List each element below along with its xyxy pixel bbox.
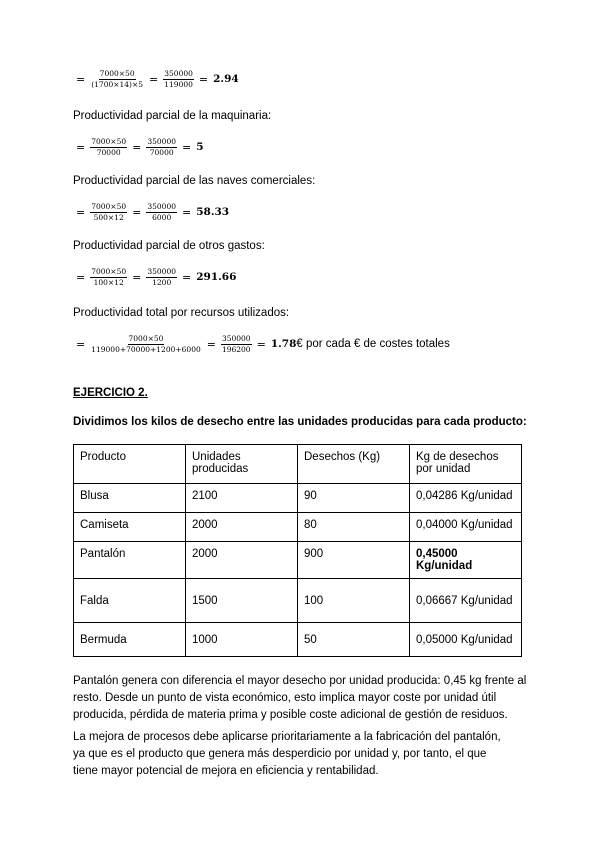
fraction-denominator: 119000 bbox=[164, 79, 193, 89]
formula-result: 1.78 bbox=[270, 338, 297, 351]
fraction-numerator: 350000 bbox=[147, 267, 176, 276]
conclusion-paragraph-2 bbox=[73, 729, 543, 780]
formula-result: 291.66 bbox=[196, 271, 237, 284]
table-row bbox=[74, 484, 522, 513]
fraction-numerator: 7000×50 bbox=[91, 267, 127, 276]
conclusion-paragraph-1 bbox=[73, 673, 543, 724]
formula-otros-gastos: = $\frac{7000\times 50}{100\times 12}$ = $\frac{350000}{1200}$ = 291.66 bbox=[76, 267, 237, 287]
label-maquinaria: Productividad parcial de la maquinaria: bbox=[73, 110, 272, 122]
waste-table bbox=[73, 444, 522, 657]
paragraph-line: La mejora de procesos debe aplicarse prioritariamente a la fabricación del pantalón, bbox=[73, 731, 501, 743]
table-header-cell: Producto bbox=[74, 445, 186, 484]
table-cell: 1500 bbox=[186, 579, 298, 623]
paragraph-line: resto. Desde un punto de vista económico, esto implica mayor coste por unidad útil bbox=[73, 692, 497, 704]
table-cell: Pantalón bbox=[74, 542, 186, 579]
table-header-row bbox=[74, 445, 522, 484]
fraction-numerator: 350000 bbox=[221, 334, 251, 343]
table-cell: 2000 bbox=[186, 513, 298, 542]
fraction-denominator: 119000+70000+1200+6000 bbox=[91, 344, 201, 354]
fraction-denominator: 70000 bbox=[96, 147, 121, 157]
table-cell: 2000 bbox=[186, 542, 298, 579]
fraction-numerator: 7000×50 bbox=[99, 69, 135, 78]
table-cell: 80 bbox=[298, 513, 410, 542]
table-cell: 50 bbox=[298, 623, 410, 657]
fraction-denominator: 70000 bbox=[149, 147, 174, 157]
formula-productividad-total: = $\frac{7000\times 50}{119000+70000+1200+6000}$ = $\frac{350000}{196200}$ = 1.78 € por cada € de costes totales bbox=[76, 334, 450, 354]
table-header-cell: Desechos (Kg) bbox=[298, 445, 410, 484]
table-cell: 900 bbox=[298, 542, 410, 579]
table-cell: 0,04000 Kg/unidad bbox=[410, 513, 522, 542]
fraction-denominator: 6000 bbox=[152, 212, 172, 222]
label-otros-gastos: Productividad parcial de otros gastos: bbox=[73, 240, 265, 252]
fraction-numerator: 350000 bbox=[164, 69, 193, 78]
formula-naves: = $\frac{7000\times 50}{500\times 12}$ = $\frac{350000}{6000}$ = 58.33 bbox=[76, 202, 230, 222]
paragraph-line: Pantalón genera con diferencia el mayor desecho por unidad producida: 0,45 kg frente al bbox=[73, 675, 527, 687]
fraction-numerator: 350000 bbox=[147, 137, 176, 146]
fraction-numerator: 350000 bbox=[147, 202, 176, 211]
fraction-denominator: (1700×14)×5 bbox=[91, 79, 144, 89]
table-cell: 0,45000 Kg/unidad bbox=[410, 542, 522, 579]
fraction-numerator: 7000×50 bbox=[91, 202, 127, 211]
table-cell: Blusa bbox=[74, 484, 186, 513]
formula-result: 5 bbox=[196, 141, 204, 154]
table-cell: 1000 bbox=[186, 623, 298, 657]
table-header-cell: Kg de desechos por unidad bbox=[410, 445, 522, 484]
table-cell: 2100 bbox=[186, 484, 298, 513]
fraction-numerator: 7000×50 bbox=[91, 137, 127, 146]
table-header-cell: Unidades producidas bbox=[186, 445, 298, 484]
paragraph-line: ya que es el producto que genera más desperdicio por unidad y, por tanto, el que bbox=[73, 748, 487, 760]
table-row bbox=[74, 623, 522, 657]
table-row bbox=[74, 579, 522, 623]
fraction-denominator: 1200 bbox=[152, 277, 172, 287]
fraction-denominator: 100×12 bbox=[93, 277, 124, 287]
table-cell: 0,06667 Kg/unidad bbox=[410, 579, 522, 623]
paragraph-line: producida, pérdida de materia prima y posible coste adicional de gestión de residuos. bbox=[73, 709, 508, 721]
table-cell: Bermuda bbox=[74, 623, 186, 657]
fraction-denominator: 196200 bbox=[221, 344, 251, 354]
formula-suffix: € por cada € de costes totales bbox=[296, 338, 450, 351]
table-cell: 0,04286 Kg/unidad bbox=[410, 484, 522, 513]
table-cell: Falda bbox=[74, 579, 186, 623]
paragraph-line: tiene mayor potencial de mejora en eficiencia y rentabilidad. bbox=[73, 765, 379, 777]
fraction-denominator: 500×12 bbox=[93, 212, 124, 222]
formula-result: 2.94 bbox=[213, 73, 239, 86]
table-cell: Camiseta bbox=[74, 513, 186, 542]
formula-labor: = $\frac{7000\times 50}{(1700\times 14)\times 5}$ = $\frac{350000}{119000}$ = 2.94 bbox=[76, 69, 239, 89]
label-naves: Productividad parcial de las naves comerciales: bbox=[73, 175, 316, 187]
fraction-numerator: 7000×50 bbox=[128, 334, 164, 343]
exercise-subtitle: Dividimos los kilos de desecho entre las unidades producidas para cada producto: bbox=[73, 416, 527, 428]
formula-maquinaria: = $\frac{7000\times 50}{70000}$ = $\frac{350000}{70000}$ = 5 bbox=[76, 137, 204, 157]
label-productividad-total: Productividad total por recursos utilizados: bbox=[73, 307, 290, 319]
formula-result: 58.33 bbox=[196, 206, 230, 219]
table-cell: 0,05000 Kg/unidad bbox=[410, 623, 522, 657]
table-row bbox=[74, 513, 522, 542]
table-row bbox=[74, 542, 522, 579]
table-cell: 90 bbox=[298, 484, 410, 513]
table-cell: 100 bbox=[298, 579, 410, 623]
exercise-title: EJERCICIO 2. bbox=[73, 387, 148, 399]
